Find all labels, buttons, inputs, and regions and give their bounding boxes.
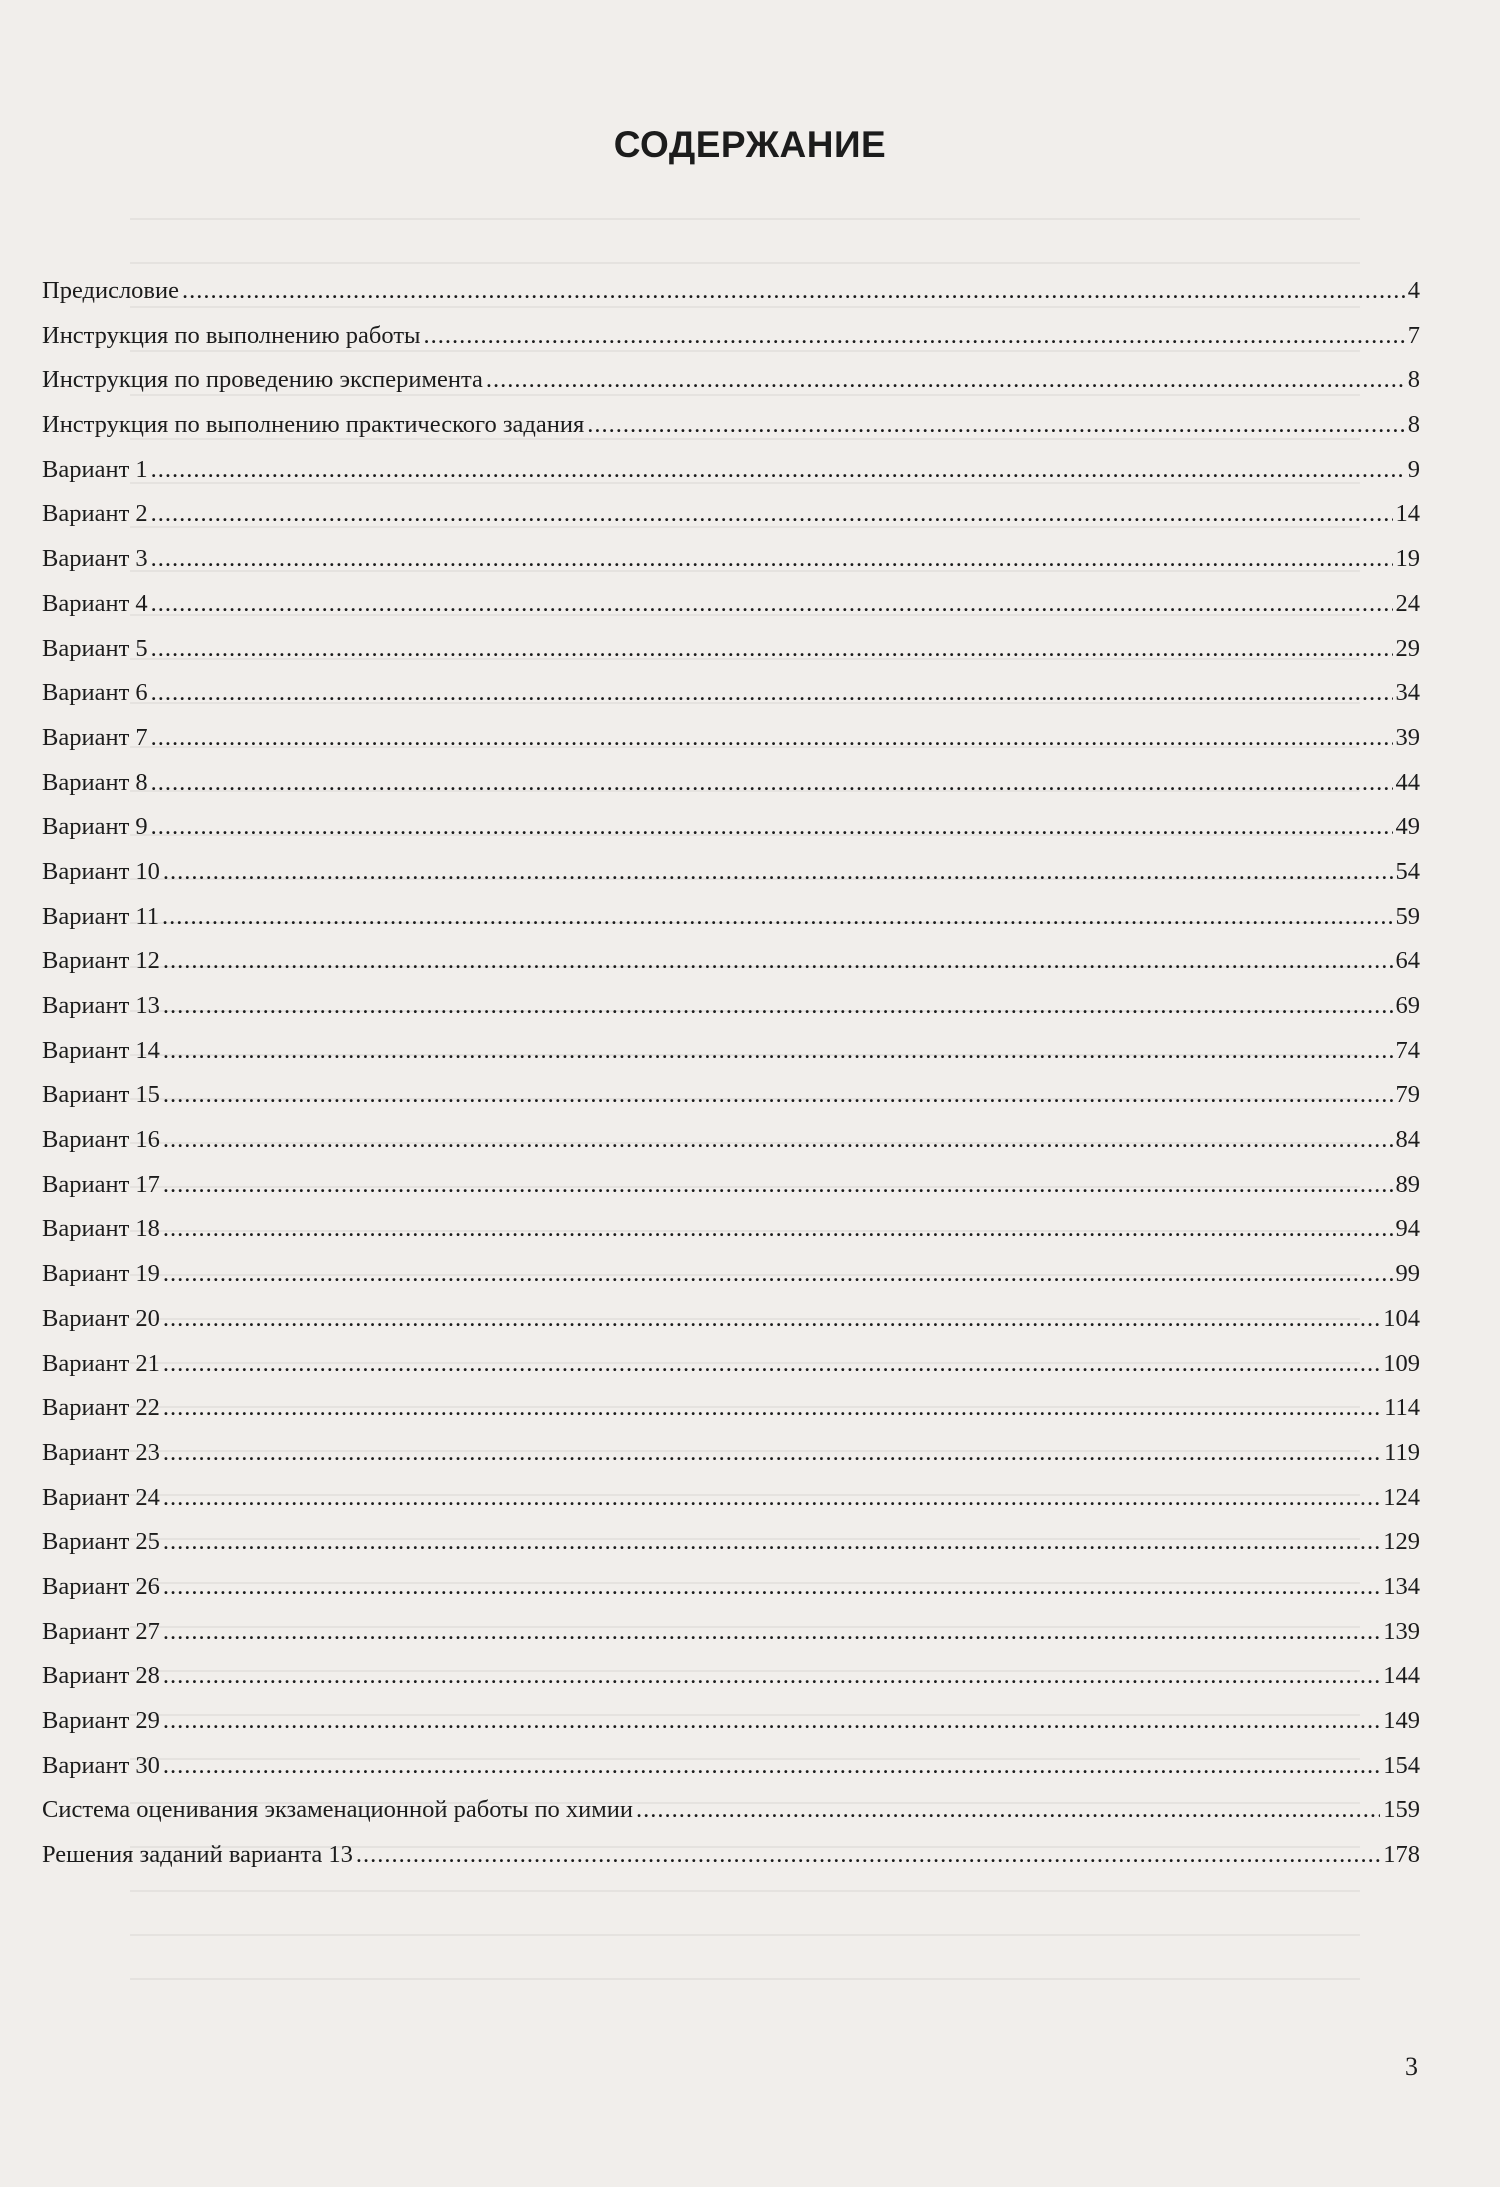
- toc-entry-label: Вариант 23: [42, 1438, 160, 1466]
- toc-entry-label: Вариант 16: [42, 1126, 160, 1154]
- toc-entry[interactable]: [42, 903, 1420, 948]
- toc-entry[interactable]: [42, 947, 1420, 992]
- toc-entry[interactable]: [42, 1841, 1420, 1886]
- toc-entry-label: Вариант 18: [42, 1215, 160, 1243]
- dot-leader: [163, 992, 1393, 1020]
- dot-leader: [163, 1260, 1393, 1288]
- toc-entry-page: 54: [1395, 857, 1420, 885]
- toc-entry[interactable]: [42, 277, 1420, 322]
- toc-entry-page: 139: [1383, 1617, 1420, 1645]
- dot-leader: [163, 1528, 1380, 1556]
- dot-leader: [163, 1752, 1380, 1780]
- toc-entry-label: Вариант 14: [42, 1036, 160, 1064]
- toc-entry-label: Вариант 24: [42, 1483, 160, 1511]
- toc-entry-page: 59: [1395, 902, 1420, 930]
- toc-entry-page: 119: [1384, 1438, 1420, 1466]
- dot-leader: [163, 1394, 1381, 1422]
- toc-entry-label: Вариант 19: [42, 1260, 160, 1288]
- toc-entry[interactable]: [42, 769, 1420, 814]
- toc-entry[interactable]: [42, 322, 1420, 367]
- toc-entry[interactable]: [42, 813, 1420, 858]
- toc-entry-page: 89: [1395, 1170, 1420, 1198]
- toc-entry[interactable]: [42, 456, 1420, 501]
- toc-entry-page: 129: [1383, 1528, 1420, 1556]
- dot-leader: [162, 903, 1393, 931]
- toc-entry-label: Вариант 17: [42, 1170, 160, 1198]
- dot-leader: [151, 635, 1393, 663]
- toc-entry-page: 124: [1383, 1483, 1420, 1511]
- toc-entry-label: Вариант 25: [42, 1528, 160, 1556]
- toc-entry-label: Вариант 2: [42, 500, 148, 528]
- toc-entry[interactable]: [42, 1484, 1420, 1529]
- toc-entry-page: 134: [1383, 1572, 1420, 1600]
- toc-entry-label: Вариант 6: [42, 679, 148, 707]
- toc-entry-label: Решения заданий варианта 13: [42, 1841, 353, 1869]
- toc-entry-page: 7: [1407, 321, 1420, 349]
- toc-entry-page: 114: [1384, 1394, 1420, 1422]
- toc-entry[interactable]: [42, 500, 1420, 545]
- toc-entry-label: Вариант 5: [42, 634, 148, 662]
- dot-leader: [151, 545, 1393, 573]
- toc-entry[interactable]: [42, 1439, 1420, 1484]
- toc-entry-page: 144: [1383, 1662, 1420, 1690]
- toc-entry-page: 84: [1395, 1126, 1420, 1154]
- toc-entry-page: 178: [1383, 1841, 1420, 1869]
- toc-entry[interactable]: [42, 1037, 1420, 1082]
- toc-entry-label: Вариант 8: [42, 768, 148, 796]
- toc-entry[interactable]: [42, 1662, 1420, 1707]
- toc-entry[interactable]: [42, 1215, 1420, 1260]
- toc-entry[interactable]: [42, 858, 1420, 903]
- toc-entry-page: 39: [1395, 723, 1420, 751]
- toc-entry-label: Вариант 15: [42, 1081, 160, 1109]
- dot-leader: [163, 1662, 1380, 1690]
- toc-entry[interactable]: [42, 1260, 1420, 1305]
- toc-entry[interactable]: [42, 679, 1420, 724]
- toc-entry-label: Вариант 4: [42, 589, 148, 617]
- dot-leader: [151, 769, 1393, 797]
- toc-entry-page: 149: [1383, 1707, 1420, 1734]
- toc-entry-label: Вариант 3: [42, 545, 148, 573]
- toc-entry-page: 4: [1407, 277, 1420, 304]
- toc-entry-label: Вариант 13: [42, 992, 160, 1019]
- toc-entry-label: Вариант 28: [42, 1662, 160, 1690]
- toc-entry[interactable]: [42, 1707, 1420, 1752]
- toc-entry-page: 44: [1395, 768, 1420, 796]
- page-title: СОДЕРЖАНИЕ: [613, 124, 887, 165]
- toc-entry[interactable]: [42, 1126, 1420, 1171]
- dot-leader: [151, 813, 1393, 841]
- toc-entry[interactable]: [42, 1752, 1420, 1797]
- dot-leader: [636, 1796, 1380, 1824]
- dot-leader: [163, 1215, 1393, 1243]
- dot-leader: [163, 1707, 1380, 1735]
- toc-entry-page: 109: [1383, 1349, 1420, 1377]
- toc-entry-page: 49: [1395, 813, 1420, 841]
- toc-entry[interactable]: [42, 724, 1420, 769]
- toc-entry[interactable]: [42, 1081, 1420, 1126]
- dot-leader: [182, 277, 1405, 305]
- dot-leader: [163, 1037, 1393, 1065]
- dot-leader: [163, 1618, 1380, 1646]
- dot-leader: [163, 1350, 1380, 1378]
- toc-entry-label: Вариант 7: [42, 723, 148, 751]
- dot-leader: [151, 590, 1393, 618]
- toc-entry-page: 14: [1395, 500, 1420, 528]
- toc-entry-label: Вариант 11: [42, 902, 159, 930]
- toc-entry[interactable]: [42, 1573, 1420, 1618]
- toc-entry[interactable]: [42, 635, 1420, 680]
- toc-entry-page: 29: [1395, 634, 1420, 662]
- dot-leader: [163, 1484, 1380, 1512]
- toc-entry-page: 69: [1395, 992, 1420, 1019]
- toc-entry[interactable]: [42, 1171, 1420, 1216]
- toc-entry[interactable]: [42, 545, 1420, 590]
- toc-entry-page: 94: [1395, 1215, 1420, 1243]
- dot-leader: [151, 500, 1393, 528]
- toc-entry-label: Инструкция по выполнению работы: [42, 321, 421, 349]
- toc-entry-page: 9: [1407, 455, 1420, 483]
- toc-entry-label: Инструкция по проведению эксперимента: [42, 366, 483, 394]
- toc-entry[interactable]: [42, 590, 1420, 635]
- dot-leader: [587, 411, 1405, 439]
- toc-entry-label: Вариант 30: [42, 1751, 160, 1779]
- toc-entry-page: 34: [1395, 679, 1420, 707]
- toc-entry[interactable]: [42, 1618, 1420, 1663]
- toc-entry-page: 79: [1395, 1081, 1420, 1109]
- toc-entry-page: 19: [1395, 545, 1420, 573]
- dot-leader: [163, 1439, 1381, 1467]
- dot-leader: [163, 947, 1393, 975]
- toc-entry-page: 8: [1407, 366, 1420, 394]
- dot-leader: [486, 366, 1405, 394]
- toc-entry-label: Вариант 26: [42, 1572, 160, 1600]
- dot-leader: [151, 679, 1393, 707]
- toc-entry-label: Вариант 21: [42, 1349, 160, 1377]
- toc-entry-label: Вариант 12: [42, 947, 160, 975]
- toc-entry[interactable]: [42, 366, 1420, 411]
- toc-entry[interactable]: [42, 1528, 1420, 1573]
- toc-entry-label: Вариант 22: [42, 1394, 160, 1422]
- toc-entry[interactable]: [42, 1796, 1420, 1841]
- dot-leader: [423, 322, 1404, 350]
- toc-entry-page: 24: [1395, 589, 1420, 617]
- toc-entry[interactable]: [42, 1305, 1420, 1350]
- dot-leader: [151, 724, 1393, 752]
- toc-entry-label: Вариант 29: [42, 1707, 160, 1734]
- toc-entry-label: Вариант 20: [42, 1304, 160, 1332]
- dot-leader: [163, 1171, 1393, 1199]
- dot-leader: [163, 1126, 1393, 1154]
- toc-entry-page: 104: [1383, 1304, 1420, 1332]
- toc-entry-page: 8: [1407, 411, 1420, 439]
- dot-leader: [163, 1305, 1380, 1333]
- toc-entry-label: Система оценивания экзаменационной работы по химии: [42, 1796, 634, 1824]
- toc-entry-page: 74: [1395, 1036, 1420, 1064]
- toc-entry-page: 159: [1383, 1796, 1420, 1824]
- dot-leader: [163, 1081, 1393, 1109]
- table-of-contents: [42, 277, 1420, 1886]
- dot-leader: [163, 1573, 1380, 1601]
- toc-entry-label: Предисловие: [42, 277, 179, 304]
- toc-entry-label: Вариант 10: [42, 857, 160, 885]
- toc-entry-page: 154: [1383, 1751, 1420, 1779]
- dot-leader: [151, 456, 1405, 484]
- toc-entry[interactable]: [42, 992, 1420, 1037]
- toc-entry-page: 64: [1395, 947, 1420, 975]
- toc-entry[interactable]: [42, 1350, 1420, 1395]
- toc-entry[interactable]: [42, 411, 1420, 456]
- toc-entry-label: Вариант 1: [42, 455, 148, 483]
- toc-entry-label: Инструкция по выполнению практического задания: [42, 411, 585, 439]
- toc-entry-page: 99: [1395, 1260, 1420, 1288]
- toc-entry-label: Вариант 27: [42, 1617, 160, 1645]
- page-number: 3: [1405, 2052, 1418, 2081]
- toc-entry[interactable]: [42, 1394, 1420, 1439]
- toc-entry-label: Вариант 9: [42, 813, 148, 841]
- dot-leader: [356, 1841, 1380, 1869]
- dot-leader: [163, 858, 1393, 886]
